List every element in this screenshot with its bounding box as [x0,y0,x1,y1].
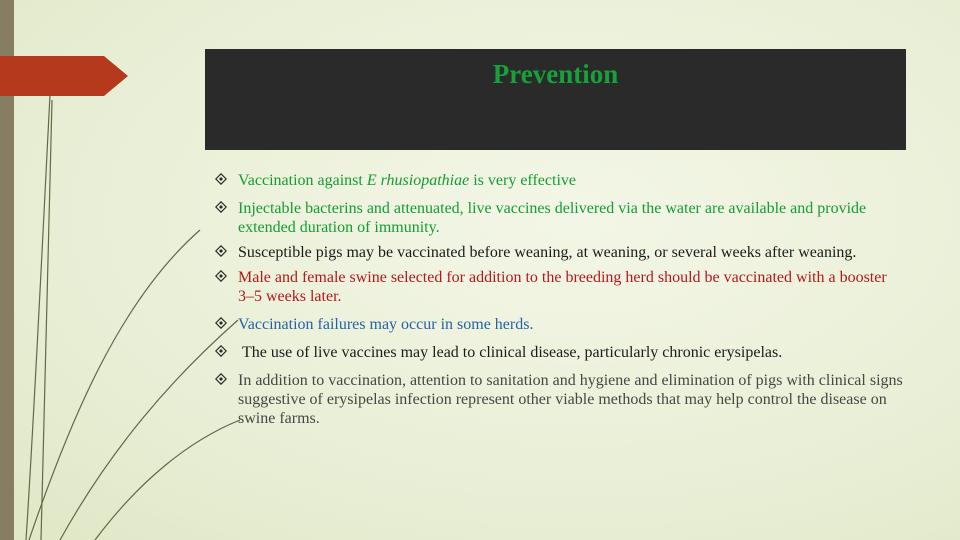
bullet-item [215,243,905,262]
bullet-text: Vaccination failures may occur in some herds. [238,316,534,333]
bullet-text: Susceptible pigs may be vaccinated before weaning, at weaning, or several weeks after weaning. [238,244,857,261]
bullet-text-pre: Vaccination against [238,172,367,189]
diamond-bullet-icon [215,317,227,329]
bullet-list [215,171,905,437]
diamond-bullet-icon [215,270,227,282]
bullet-item [215,343,905,362]
bullet-text: Injectable bacterins and attenuated, live vaccines delivered via the water are available and provide extended duration of immunity. [238,200,867,236]
diamond-bullet-icon [215,245,227,257]
diamond-bullet-icon [215,373,227,385]
diamond-bullet-icon [215,201,227,213]
accent-arrow-shape [0,56,128,96]
diamond-bullet-icon [215,173,227,185]
bullet-text-italic: E rhusiopathiae [366,172,470,189]
bullet-item [215,268,905,306]
bullet-text: In addition to vaccination, attention to sanitation and hygiene and elimination of pigs with clinical signs suggestive of erysipelas infection represent other viable methods that may help control the disease on swine farms. [238,372,903,427]
bullet-item [215,371,905,428]
bullet-item [215,171,905,190]
slide-title: Prevention [492,59,619,89]
bullet-item [215,199,905,237]
diamond-bullet-icon [215,345,227,357]
bullet-item [215,315,905,334]
bullet-text-post: is very effective [469,172,576,189]
bullet-text: Male and female swine selected for addition to the breeding herd should be vaccinated with a booster 3–5 weeks later. [238,269,887,305]
bullet-text: The use of live vaccines may lead to clinical disease, particularly chronic erysipelas. [238,344,783,361]
title-box [205,49,906,150]
